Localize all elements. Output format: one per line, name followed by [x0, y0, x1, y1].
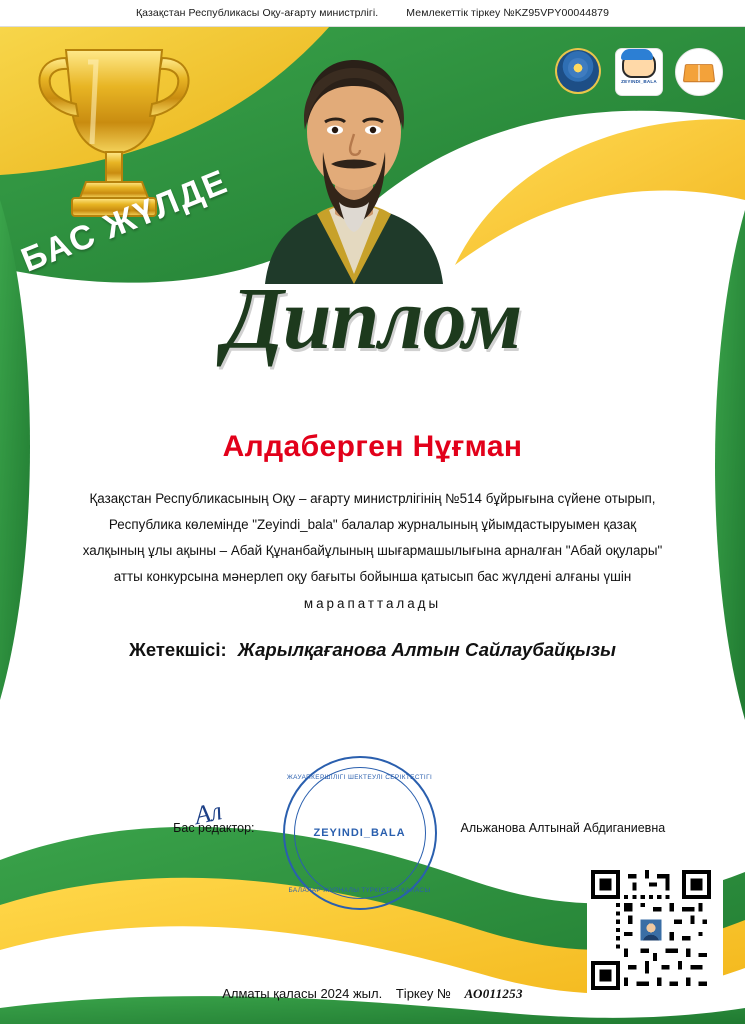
open-book-logo-icon — [675, 48, 721, 94]
qr-code[interactable] — [587, 866, 723, 1002]
citation-line-1: Қазақстан Республикасының Оқу – ағарту министрлігінің №514 бұйрығына сүйене отырып, — [89, 491, 656, 506]
trophy-area — [14, 34, 244, 294]
signature-row — [0, 774, 745, 894]
abai-portrait — [247, 34, 461, 284]
header-ministry: Қазақстан Республикасы Оқу-ағарту министрлігі. — [135, 7, 379, 19]
official-stamp-icon — [283, 756, 437, 910]
editor-name: Альжанова Алтынай Абдиганиевна — [460, 821, 666, 835]
page-title: Диплом — [223, 271, 522, 368]
certificate-content — [0, 270, 745, 661]
footer-reg-label: Тіркеу № — [395, 986, 451, 1001]
stamp-bottom-text: БАЛАЛАР ЖУРНАЛЫ ТҮРКІСТАН ҚАЛАСЫ — [288, 887, 431, 894]
handwritten-signature-icon: Ал — [191, 796, 224, 831]
supervisor-name: Жарылқағанова Алтын Сайлаубайқызы — [237, 638, 616, 660]
ministry-emblem-logo-icon — [555, 48, 601, 94]
citation-line-3: халқының ұлы ақыны – Абай Құнанбайұлының шығармашылығына арналған "Абай оқулары" — [82, 543, 663, 559]
citation-line-4: атты конкурсына мәнерлеп оқу бағыты бойынша қатысып бас жүлдені алғаны үшін — [113, 569, 632, 585]
supervisor-line — [0, 639, 745, 661]
footer-city-year: Алматы қаласы 2024 жыл. — [222, 986, 383, 1001]
zeyindi-bala-logo-label: ZEYINDI_BALA — [621, 79, 657, 84]
logo-group — [555, 48, 721, 94]
zeyindi-bala-logo-icon — [615, 48, 661, 94]
recipient-name: Алдаберген Нұғман — [222, 430, 523, 463]
citation-text — [53, 486, 693, 617]
stamp-center-text: ZEYINDI_BALA — [313, 827, 406, 839]
supervisor-role-label: Жетекшісі: — [129, 638, 227, 660]
grand-prize-ribbon-text: БАС ЖҮЛДЕ — [16, 162, 234, 280]
header-registration: Мемлекеттік тіркеу №KZ95VPY00044879 — [406, 7, 610, 19]
stamp-top-text: ЖАУАПКЕРШІЛІГІ ШЕКТЕУЛІ СЕРІКТЕСТІГІ — [286, 774, 433, 781]
header-strip — [0, 0, 745, 27]
footer-reg-number: АО011253 — [464, 986, 523, 1001]
citation-line-5: марапатталады — [303, 595, 442, 611]
editor-role-label: Бас редактор: — [173, 821, 255, 835]
citation-line-2: Республика көлемінде "Zeyindi_bala" балалар журналының ұйымдастыруымен қазақ — [108, 517, 637, 533]
footer — [0, 986, 745, 1002]
